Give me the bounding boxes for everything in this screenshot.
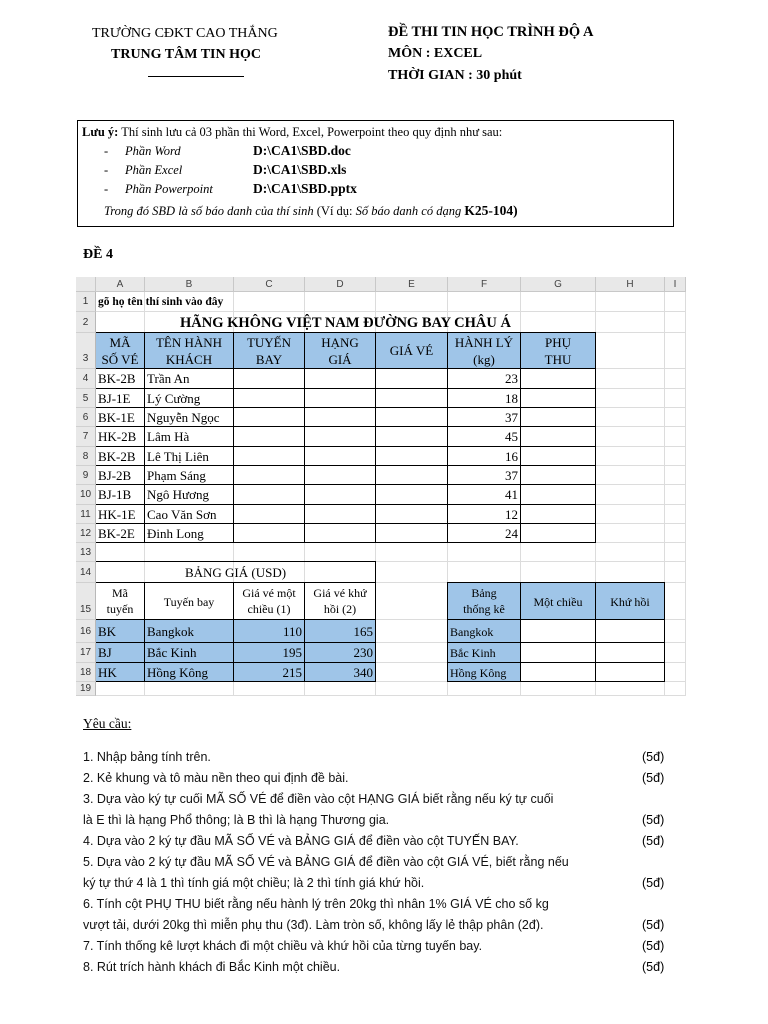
requirement-points: (5đ): [642, 960, 665, 974]
requirement-text: vượt tải, dưới 20kg thì miễn phụ thu (3đ). Làm tròn số, không lấy lẻ thập phân (2đ).: [83, 918, 544, 932]
column-title: TÊN HÀNH: [155, 335, 223, 350]
ticket-code: BK-2B: [98, 371, 136, 386]
price-header: Giá vé khứ: [313, 586, 367, 600]
passenger-name: Trần An: [147, 371, 190, 386]
row-header[interactable]: 8: [76, 447, 96, 466]
table-border: [447, 642, 665, 643]
requirement-points: (5đ): [642, 918, 665, 932]
row-header[interactable]: 12: [76, 524, 96, 543]
row-header[interactable]: 17: [76, 643, 96, 663]
note-footer: Trong đó SBD là số báo danh của thí sinh: [104, 204, 314, 218]
table-border: [375, 582, 376, 682]
requirement-points: (5đ): [642, 939, 665, 953]
row-header[interactable]: 9: [76, 466, 96, 485]
row-header[interactable]: 3: [76, 333, 96, 369]
exam-subject: MÔN : EXCEL: [388, 46, 483, 61]
ticket-code: BJ-1B: [98, 487, 132, 502]
table-border: [447, 582, 665, 583]
route-code: BJ: [98, 645, 112, 660]
requirement-text: 3. Dựa vào ký tự cuối MÃ SỐ VÉ để điền vào cột HẠNG GIÁ biết rằng nếu ký tự cuối: [83, 792, 554, 806]
table-border: [375, 332, 376, 543]
sheet-corner: [76, 277, 96, 292]
row-header[interactable]: 10: [76, 485, 96, 505]
route-name: Bắc Kinh: [147, 645, 197, 660]
table-border: [95, 662, 376, 663]
table-border: [233, 332, 234, 543]
table-border: [95, 465, 596, 466]
column-title: HẠNG: [321, 335, 359, 350]
stat-header: thống kê: [463, 602, 505, 616]
row-header[interactable]: 14: [76, 562, 96, 583]
row-header[interactable]: 11: [76, 505, 96, 524]
column-header[interactable]: B: [145, 277, 234, 292]
ticket-code: HK-1E: [98, 506, 136, 522]
column-title: KHÁCH: [165, 352, 213, 367]
passenger-name: Lý Cường: [147, 390, 201, 406]
column-header[interactable]: G: [521, 277, 596, 292]
spreadsheet: [76, 277, 686, 696]
table-border: [95, 523, 596, 524]
column-title: SỐ VÉ: [101, 352, 139, 367]
row-header[interactable]: 4: [76, 369, 96, 389]
note-item-path: D:\CA1\SBD.doc: [253, 143, 351, 158]
column-title: THU: [544, 352, 572, 367]
price-header: hồi (2): [323, 602, 357, 616]
column-header[interactable]: A: [96, 277, 145, 292]
student-name-placeholder: gõ họ tên thí sinh vào đây: [98, 296, 224, 308]
column-header[interactable]: E: [376, 277, 448, 292]
luggage-kg: 16: [505, 448, 518, 464]
note-item-path: D:\CA1\SBD.pptx: [253, 181, 357, 196]
note-item-name: Phần Word: [125, 144, 181, 158]
table-border: [95, 582, 376, 583]
column-header[interactable]: I: [665, 277, 686, 292]
gridline: [96, 311, 686, 312]
table-border: [95, 426, 596, 427]
price-table-title: BẢNG GIÁ (USD): [184, 564, 287, 580]
table-border: [95, 388, 596, 389]
table-border: [520, 332, 521, 543]
table-border: [95, 368, 596, 369]
table-border: [95, 561, 376, 562]
luggage-kg: 24: [505, 525, 518, 541]
row-header[interactable]: 2: [76, 312, 96, 333]
column-title: PHỤ: [544, 335, 571, 350]
passenger-name: Ngô Hương: [147, 487, 209, 502]
exam-title: ĐỀ THI TIN HỌC TRÌNH ĐỘ A: [388, 24, 594, 40]
route-code: HK: [98, 664, 117, 680]
row-header[interactable]: 6: [76, 408, 96, 427]
requirement-text: 2. Kẻ khung và tô màu nền theo qui định đề bài.: [83, 771, 349, 785]
column-title: (kg): [473, 352, 495, 367]
stat-header: Một chiều: [533, 594, 583, 609]
requirement-text: 5. Dựa vào 2 ký tự đầu MÃ SỐ VÉ và BẢNG GIÁ để điền vào cột GIÁ VÉ, biết rằng nếu: [83, 855, 569, 869]
note-item-name: Phần Excel: [125, 163, 183, 177]
table-border: [95, 642, 376, 643]
price-header: Mã: [112, 586, 128, 600]
note-footer-sample: K25-104): [464, 203, 518, 218]
column-title: TUYẾN: [246, 335, 292, 350]
route-code: BK: [98, 623, 117, 639]
ticket-code: BK-1E: [98, 409, 135, 425]
requirement-points: (5đ): [642, 813, 665, 827]
price-round-trip: 230: [353, 645, 373, 660]
stat-route: Bangkok: [450, 624, 494, 639]
table-border: [520, 582, 521, 682]
table-border: [447, 662, 665, 663]
table-border: [95, 681, 376, 682]
stat-header: Bảng: [471, 586, 497, 600]
price-round-trip: 165: [353, 623, 373, 639]
table-border: [95, 619, 376, 620]
price-header: chiều (1): [247, 602, 291, 616]
luggage-kg: 18: [505, 390, 518, 406]
table-border: [304, 582, 305, 682]
row-header[interactable]: 7: [76, 427, 96, 447]
table-border: [95, 446, 596, 447]
price-one-way: 110: [282, 623, 302, 639]
note-footer-format: Số báo danh có dạng: [355, 204, 465, 218]
table-border: [144, 332, 145, 543]
stat-route: Bắc Kinh: [450, 646, 496, 660]
price-header: Tuyến bay: [163, 594, 215, 609]
row-header[interactable]: 19: [76, 682, 96, 696]
note-text: Thí sinh lưu cả 03 phần thi Word, Excel, Powerpoint theo quy định như sau:: [118, 125, 503, 139]
table-border: [233, 582, 234, 682]
table-border: [95, 484, 596, 485]
table-border: [595, 332, 596, 543]
table-border: [95, 407, 596, 408]
ticket-code: BK-2B: [98, 448, 136, 464]
note-item-path: D:\CA1\SBD.xls: [253, 162, 347, 177]
column-title: MÃ: [109, 335, 131, 350]
price-one-way: 195: [282, 645, 302, 660]
table-border: [595, 582, 596, 682]
table-border: [304, 332, 305, 543]
row-header[interactable]: 5: [76, 389, 96, 408]
gridline: [685, 292, 686, 696]
requirements-title: Yêu cầu:: [83, 716, 132, 731]
row-header[interactable]: 13: [76, 543, 96, 562]
header-underline: [148, 76, 244, 77]
requirement-text: ký tự thứ 4 là 1 thì tính giá một chiều; là 2 thì tính giá khứ hồi.: [83, 876, 425, 890]
gridline: [96, 695, 686, 696]
ticket-code: HK-2B: [98, 429, 137, 444]
table-border: [95, 504, 596, 505]
table-border: [144, 582, 145, 682]
requirement-text: 1. Nhập bảng tính trên.: [83, 750, 211, 764]
sheet-title: HÃNG KHÔNG VIỆT NAM ĐƯỜNG BAY CHÂU Á: [180, 314, 511, 331]
requirement-text: là E thì là hạng Phổ thông; là B thì là hạng Thương gia.: [83, 813, 390, 827]
table-border: [447, 332, 448, 543]
column-title: HÀNH LÝ: [454, 335, 514, 350]
table-border: [447, 582, 448, 682]
luggage-kg: 45: [505, 429, 518, 444]
luggage-kg: 23: [505, 371, 518, 386]
route-name: Bangkok: [147, 623, 194, 639]
price-header: tuyến: [106, 602, 134, 616]
passenger-name: Đinh Long: [147, 525, 204, 541]
requirement-points: (5đ): [642, 771, 665, 785]
table-border: [447, 681, 665, 682]
note-bullet: -: [104, 182, 109, 196]
passenger-name: Nguyễn Ngọc: [147, 409, 220, 425]
column-header[interactable]: H: [596, 277, 665, 292]
luggage-kg: 41: [505, 487, 518, 502]
note-footer-example: (Ví dụ:: [313, 204, 356, 218]
stat-header: Khứ hồi: [610, 594, 650, 609]
luggage-kg: 37: [505, 409, 518, 425]
requirement-text: 8. Rút trích hành khách đi Bắc Kinh một chiều.: [83, 960, 341, 974]
column-header[interactable]: C: [234, 277, 305, 292]
exam-time: THỜI GIAN : 30 phút: [388, 68, 522, 83]
requirement-points: (5đ): [642, 750, 665, 764]
column-header[interactable]: F: [448, 277, 521, 292]
ticket-code: BK-2E: [98, 525, 135, 541]
passenger-name: Lê Thị Liên: [147, 448, 209, 464]
column-title: GIÁ: [328, 352, 352, 367]
center-name: TRUNG TÂM TIN HỌC: [111, 47, 262, 62]
note-label: Lưu ý:: [82, 125, 119, 139]
passenger-name: Cao Văn Sơn: [147, 506, 217, 522]
column-title: GIÁ VÉ: [389, 343, 434, 358]
ticket-code: BJ-2B: [98, 467, 132, 483]
row-header[interactable]: 1: [76, 292, 96, 312]
luggage-kg: 12: [505, 506, 518, 522]
exam-variant: ĐỀ 4: [83, 247, 113, 262]
table-border: [664, 582, 665, 682]
school-name: TRƯỜNG CĐKT CAO THẮNG: [92, 26, 278, 41]
table-border: [447, 619, 665, 620]
requirement-text: 7. Tính thống kê lượt khách đi một chiều và khứ hồi của từng tuyến bay.: [83, 939, 483, 953]
ticket-code: BJ-1E: [98, 390, 131, 406]
note-item-name: Phần Powerpoint: [125, 182, 213, 196]
passenger-name: Lâm Hà: [147, 429, 190, 444]
requirement-points: (5đ): [642, 876, 665, 890]
luggage-kg: 37: [505, 467, 518, 483]
row-header[interactable]: 18: [76, 663, 96, 682]
passenger-name: Phạm Sáng: [147, 467, 206, 483]
row-header[interactable]: 15: [76, 583, 96, 620]
requirement-points: (5đ): [642, 834, 665, 848]
note-box: [77, 120, 674, 227]
row-header[interactable]: 16: [76, 620, 96, 643]
note-bullet: -: [104, 163, 109, 177]
route-name: Hồng Kông: [147, 664, 209, 680]
price-round-trip: 340: [353, 664, 373, 680]
requirement-text: 6. Tính cột PHỤ THU biết rằng nếu hành lý trên 20kg thì nhân 1% GIÁ VÉ cho số kg: [83, 897, 549, 911]
note-bullet: -: [104, 144, 109, 158]
stat-route: Hồng Kông: [450, 665, 507, 680]
price-one-way: 215: [282, 664, 302, 680]
column-title: BAY: [255, 352, 283, 367]
column-header[interactable]: D: [305, 277, 376, 292]
price-header: Giá vé một: [242, 586, 296, 600]
requirement-text: 4. Dựa vào 2 ký tự đầu MÃ SỐ VÉ và BẢNG GIÁ để điền vào cột TUYẾN BAY.: [83, 834, 519, 848]
